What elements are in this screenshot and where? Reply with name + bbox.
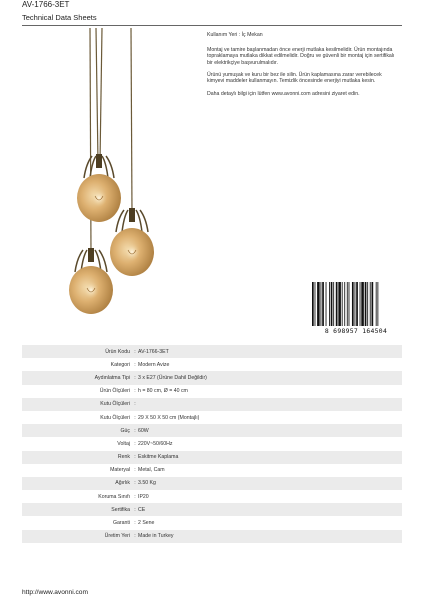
spec-row — [22, 516, 402, 529]
spec-value: 29 X 50 X 50 cm (Montajlı) — [138, 414, 200, 421]
spec-value: Eskitme Kaplama — [138, 454, 179, 461]
product-code-title: AV-1766-3ET — [22, 0, 70, 9]
spec-value: 60W — [138, 427, 149, 434]
barcode-bar — [356, 282, 358, 326]
more-info-paragraph: Daha detaylı bilgi için lütfen www.avonni.com adresini ziyaret edin. — [207, 90, 360, 97]
spec-label: Sertifika — [111, 506, 130, 513]
barcode-bar — [344, 282, 345, 326]
barcode-bar — [338, 282, 341, 326]
spec-label: Voltaj — [117, 440, 130, 447]
document-header — [22, 0, 402, 26]
barcode-bar — [331, 282, 333, 326]
barcode-bar — [322, 282, 324, 326]
barcode-bar — [347, 282, 348, 326]
barcode-bar — [317, 282, 320, 326]
info-text — [207, 32, 399, 103]
barcode-bar — [352, 282, 354, 326]
spec-separator: : — [134, 493, 136, 500]
spec-row — [22, 371, 402, 384]
spec-label: Koruma Sınıfı — [98, 493, 130, 500]
barcode-bar — [333, 282, 334, 326]
spec-separator: : — [134, 467, 136, 474]
cleaning-paragraph: Ürünü yumuşak ve kuru bir bez ile silin. Ürün kaplamasına zarar verebilecek kimyevi maddeler kullanmayın. Temizlik öncesinde enerjiyi mutlaka kesin. — [207, 71, 382, 85]
document-subtitle: Technical Data Sheets — [22, 13, 402, 26]
spec-value: Metal, Cam — [138, 467, 165, 474]
spec-separator: : — [134, 348, 136, 355]
spec-label: Üretim Yeri — [104, 533, 130, 540]
spec-separator: : — [134, 361, 136, 368]
spec-separator: : — [134, 506, 136, 513]
spec-separator: : — [134, 414, 136, 421]
spec-row — [22, 451, 402, 464]
spec-row — [22, 530, 402, 543]
spec-label: Kutu Ölçüleri — [100, 401, 130, 408]
spec-row — [22, 503, 402, 516]
barcode-bar — [312, 282, 314, 326]
spec-row — [22, 385, 402, 398]
spec-value: IP20 — [138, 493, 149, 500]
spec-row — [22, 464, 402, 477]
usage-location: Kullanım Yeri : İç Mekan — [207, 32, 263, 38]
barcode-bar — [376, 282, 377, 326]
spec-separator: : — [134, 533, 136, 540]
spec-row — [22, 358, 402, 371]
barcode-number: 8 698957 164504 — [324, 327, 388, 335]
spec-separator: : — [134, 480, 136, 487]
spec-label: Kategori — [110, 361, 130, 368]
spec-label: Aydınlatma Tipi — [94, 374, 130, 381]
barcode-bar — [329, 282, 330, 326]
spec-row — [22, 424, 402, 437]
spec-row — [22, 490, 402, 503]
barcode-bar — [367, 282, 368, 326]
barcode-bar — [377, 282, 378, 326]
barcode-bar — [361, 282, 364, 326]
spec-row — [22, 437, 402, 450]
spec-label: Garanti — [112, 520, 130, 527]
barcode — [311, 282, 401, 336]
spec-value: h = 80 cm, Ø = 40 cm — [138, 388, 188, 395]
spec-label: Kutu Ölçüleri — [100, 414, 130, 421]
footer-url[interactable]: http://www.avonni.com — [22, 589, 88, 596]
barcode-bar — [336, 282, 338, 326]
spec-value: 220V~50/60Hz — [138, 440, 173, 447]
spec-value: CE — [138, 506, 146, 513]
spec-row — [22, 411, 402, 424]
spec-label: Renk — [117, 454, 130, 461]
barcode-bar — [372, 282, 374, 326]
barcode-bar — [342, 282, 343, 326]
spec-value: AV-1766-3ET — [138, 348, 169, 355]
spec-row — [22, 345, 402, 358]
barcode-bar — [326, 282, 327, 326]
spec-separator: : — [134, 374, 136, 381]
spec-separator: : — [134, 427, 136, 434]
barcode-bar — [360, 282, 361, 326]
spec-row — [22, 477, 402, 490]
spec-separator: : — [134, 454, 136, 461]
spec-table — [22, 345, 402, 543]
barcode-bar — [355, 282, 356, 326]
spec-separator: : — [134, 440, 136, 447]
spec-separator: : — [134, 520, 136, 527]
spec-value: 3 x E27 (Ürüne Dahil Değildir) — [138, 374, 207, 381]
spec-label: Materyal — [110, 467, 130, 474]
barcode-bar — [365, 282, 367, 326]
barcode-bar — [349, 282, 350, 326]
safety-paragraph: Montaj ve tamire başlanmadan önce enerji mutlaka kesilmelidir. Ürün montajında topraklamaya mutlaka dikkat edilmelidir. Doğru ve güvenli bir montaj için sertifikalı bir elektrikçiye başvurulmalıdır. — [207, 46, 395, 66]
spec-separator: : — [134, 401, 136, 408]
spec-label: Güç — [120, 427, 130, 434]
spec-value: Modern Avize — [138, 361, 170, 368]
spec-row — [22, 398, 402, 411]
spec-label: Ürün Kodu — [105, 348, 130, 355]
product-image — [40, 28, 190, 328]
spec-value: 2 Sene — [138, 520, 155, 527]
spec-value: Made in Turkey — [138, 533, 174, 540]
spec-separator: : — [134, 388, 136, 395]
barcode-bar — [321, 282, 322, 326]
spec-label: Ağırlık — [115, 480, 130, 487]
barcode-bar — [370, 282, 371, 326]
barcode-bars — [311, 282, 401, 326]
spec-label: Ürün Ölçüleri — [99, 388, 130, 395]
spec-value: 3.50 Kg — [138, 480, 156, 487]
barcode-bar — [315, 282, 316, 326]
